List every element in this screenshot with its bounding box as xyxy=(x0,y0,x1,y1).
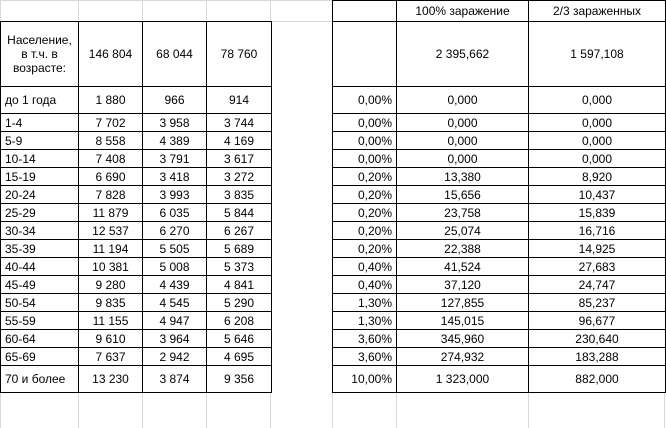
female-cell[interactable]: 6 208 xyxy=(207,312,272,330)
table-row xyxy=(1,222,272,240)
total-cell[interactable]: 12 537 xyxy=(79,222,143,240)
two-thirds-cell[interactable]: 183,288 xyxy=(529,348,666,366)
male-cell[interactable]: 6 270 xyxy=(143,222,207,240)
male-cell[interactable]: 3 993 xyxy=(143,186,207,204)
male-cell[interactable]: 966 xyxy=(143,87,207,114)
table-row xyxy=(333,222,666,240)
population-label-cell[interactable]: Население, в т.ч. в возрасте: xyxy=(1,22,79,87)
table-row xyxy=(1,114,272,132)
table-row xyxy=(333,204,666,222)
male-cell[interactable]: 2 942 xyxy=(143,348,207,366)
full-infection-cell[interactable]: 127,855 xyxy=(397,294,529,312)
rate-cell[interactable]: 0,20% xyxy=(333,222,397,240)
table-row xyxy=(1,168,272,186)
full-infection-cell[interactable]: 23,758 xyxy=(397,204,529,222)
total-cell[interactable]: 11 155 xyxy=(79,312,143,330)
total-cell[interactable]: 13 230 xyxy=(79,366,143,393)
total-cell[interactable]: 11 879 xyxy=(79,204,143,222)
total-two-thirds-cell[interactable]: 1 597,108 xyxy=(529,22,666,87)
female-cell[interactable]: 3 272 xyxy=(207,168,272,186)
table-row xyxy=(333,168,666,186)
full-infection-cell[interactable]: 22,388 xyxy=(397,240,529,258)
female-cell[interactable]: 6 267 xyxy=(207,222,272,240)
age-group-cell[interactable]: 50-54 xyxy=(1,294,79,312)
total-cell[interactable]: 1 880 xyxy=(79,87,143,114)
table-row xyxy=(1,330,272,348)
table-row xyxy=(1,150,272,168)
rate-cell[interactable]: 0,20% xyxy=(333,204,397,222)
two-thirds-cell[interactable]: 85,237 xyxy=(529,294,666,312)
table-row xyxy=(1,132,272,150)
rate-cell[interactable]: 10,00% xyxy=(333,366,397,393)
two-thirds-cell[interactable]: 15,839 xyxy=(529,204,666,222)
table-row xyxy=(333,132,666,150)
rate-cell[interactable]: 0,00% xyxy=(333,87,397,114)
male-cell[interactable]: 3 874 xyxy=(143,366,207,393)
total-cell[interactable]: 9 835 xyxy=(79,294,143,312)
table-row xyxy=(333,312,666,330)
age-group-cell[interactable]: до 1 года xyxy=(1,87,79,114)
male-cell[interactable]: 4 389 xyxy=(143,132,207,150)
age-group-cell[interactable]: 15-19 xyxy=(1,168,79,186)
female-cell[interactable]: 3 744 xyxy=(207,114,272,132)
table-row xyxy=(333,87,666,114)
two-thirds-cell[interactable]: 0,000 xyxy=(529,150,666,168)
table-row xyxy=(333,258,666,276)
male-cell[interactable]: 4 439 xyxy=(143,276,207,294)
male-cell[interactable]: 5 505 xyxy=(143,240,207,258)
female-cell[interactable]: 914 xyxy=(207,87,272,114)
table-row xyxy=(1,204,272,222)
rate-cell[interactable]: 0,20% xyxy=(333,186,397,204)
age-group-cell[interactable]: 20-24 xyxy=(1,186,79,204)
male-cell[interactable]: 3 964 xyxy=(143,330,207,348)
infection-total-row xyxy=(333,22,666,87)
population-table xyxy=(0,21,272,393)
full-infection-cell[interactable]: 0,000 xyxy=(397,87,529,114)
full-infection-cell[interactable]: 37,120 xyxy=(397,276,529,294)
rate-cell[interactable]: 0,40% xyxy=(333,258,397,276)
female-cell[interactable]: 5 290 xyxy=(207,294,272,312)
female-cell[interactable]: 4 841 xyxy=(207,276,272,294)
rate-cell[interactable]: 0,20% xyxy=(333,168,397,186)
infection-table xyxy=(332,0,666,393)
two-thirds-cell[interactable]: 96,677 xyxy=(529,312,666,330)
female-cell[interactable]: 5 689 xyxy=(207,240,272,258)
full-infection-cell[interactable]: 274,932 xyxy=(397,348,529,366)
infection-table-body xyxy=(333,1,666,393)
female-cell[interactable]: 5 373 xyxy=(207,258,272,276)
two-thirds-cell[interactable]: 0,000 xyxy=(529,132,666,150)
table-row xyxy=(333,330,666,348)
table-row xyxy=(1,366,272,393)
population-table-body xyxy=(1,22,272,393)
rate-cell[interactable]: 3,60% xyxy=(333,348,397,366)
full-infection-cell[interactable]: 145,015 xyxy=(397,312,529,330)
rate-cell[interactable]: 0,20% xyxy=(333,240,397,258)
col-header-two-thirds[interactable]: 2/3 зараженных xyxy=(529,1,666,22)
table-row xyxy=(1,276,272,294)
full-infection-cell[interactable]: 0,000 xyxy=(397,114,529,132)
male-cell[interactable]: 5 008 xyxy=(143,258,207,276)
table-row xyxy=(333,186,666,204)
full-infection-cell[interactable]: 25,074 xyxy=(397,222,529,240)
full-infection-cell[interactable]: 15,656 xyxy=(397,186,529,204)
total-cell[interactable]: 10 381 xyxy=(79,258,143,276)
two-thirds-cell[interactable]: 16,716 xyxy=(529,222,666,240)
empty-cell[interactable] xyxy=(333,1,397,22)
female-cell[interactable]: 9 356 xyxy=(207,366,272,393)
female-cell[interactable]: 5 844 xyxy=(207,204,272,222)
male-cell[interactable]: 4 947 xyxy=(143,312,207,330)
age-group-cell[interactable]: 45-49 xyxy=(1,276,79,294)
age-group-cell[interactable]: 55-59 xyxy=(1,312,79,330)
table-row xyxy=(1,312,272,330)
population-female-cell[interactable]: 78 760 xyxy=(207,22,272,87)
age-group-cell[interactable]: 1-4 xyxy=(1,114,79,132)
table-row xyxy=(1,87,272,114)
female-cell[interactable]: 3 835 xyxy=(207,186,272,204)
table-row xyxy=(333,348,666,366)
age-group-cell[interactable]: 40-44 xyxy=(1,258,79,276)
female-cell[interactable]: 4 695 xyxy=(207,348,272,366)
age-group-cell[interactable]: 25-29 xyxy=(1,204,79,222)
total-cell[interactable]: 6 690 xyxy=(79,168,143,186)
full-infection-cell[interactable]: 345,960 xyxy=(397,330,529,348)
two-thirds-cell[interactable]: 0,000 xyxy=(529,114,666,132)
two-thirds-cell[interactable]: 14,925 xyxy=(529,240,666,258)
age-group-cell[interactable]: 30-34 xyxy=(1,222,79,240)
age-group-cell[interactable]: 70 и более xyxy=(1,366,79,393)
rate-cell[interactable]: 0,00% xyxy=(333,114,397,132)
population-male-cell[interactable]: 68 044 xyxy=(143,22,207,87)
two-thirds-cell[interactable]: 8,920 xyxy=(529,168,666,186)
table-row xyxy=(333,150,666,168)
total-cell[interactable]: 9 610 xyxy=(79,330,143,348)
male-cell[interactable]: 3 418 xyxy=(143,168,207,186)
population-header-row xyxy=(1,22,272,87)
age-group-cell[interactable]: 60-64 xyxy=(1,330,79,348)
table-row xyxy=(333,240,666,258)
table-row xyxy=(333,294,666,312)
table-row xyxy=(1,186,272,204)
rate-cell[interactable]: 1,30% xyxy=(333,294,397,312)
male-cell[interactable]: 4 545 xyxy=(143,294,207,312)
male-cell[interactable]: 3 958 xyxy=(143,114,207,132)
rate-cell[interactable]: 0,00% xyxy=(333,132,397,150)
two-thirds-cell[interactable]: 230,640 xyxy=(529,330,666,348)
table-row xyxy=(1,240,272,258)
two-thirds-cell[interactable]: 27,683 xyxy=(529,258,666,276)
full-infection-cell[interactable]: 0,000 xyxy=(397,132,529,150)
age-group-cell[interactable]: 35-39 xyxy=(1,240,79,258)
full-infection-cell[interactable]: 1 323,000 xyxy=(397,366,529,393)
total-cell[interactable]: 8 558 xyxy=(79,132,143,150)
male-cell[interactable]: 3 791 xyxy=(143,150,207,168)
total-cell[interactable]: 7 702 xyxy=(79,114,143,132)
total-cell[interactable]: 7 828 xyxy=(79,186,143,204)
rate-cell[interactable]: 3,60% xyxy=(333,330,397,348)
table-row xyxy=(333,114,666,132)
two-thirds-cell[interactable]: 10,437 xyxy=(529,186,666,204)
table-row xyxy=(1,294,272,312)
rate-cell[interactable]: 0,00% xyxy=(333,150,397,168)
total-full-cell[interactable]: 2 395,662 xyxy=(397,22,529,87)
age-group-cell[interactable]: 10-14 xyxy=(1,150,79,168)
table-row xyxy=(1,258,272,276)
population-total-cell[interactable]: 146 804 xyxy=(79,22,143,87)
two-thirds-cell[interactable]: 24,747 xyxy=(529,276,666,294)
total-cell[interactable]: 9 280 xyxy=(79,276,143,294)
total-cell[interactable]: 7 637 xyxy=(79,348,143,366)
total-cell[interactable]: 7 408 xyxy=(79,150,143,168)
table-row xyxy=(333,366,666,393)
two-thirds-cell[interactable]: 882,000 xyxy=(529,366,666,393)
rate-cell[interactable] xyxy=(333,22,397,87)
rate-cell[interactable]: 1,30% xyxy=(333,312,397,330)
full-infection-cell[interactable]: 13,380 xyxy=(397,168,529,186)
table-row xyxy=(333,276,666,294)
female-cell[interactable]: 4 169 xyxy=(207,132,272,150)
female-cell[interactable]: 3 617 xyxy=(207,150,272,168)
male-cell[interactable]: 6 035 xyxy=(143,204,207,222)
age-group-cell[interactable]: 5-9 xyxy=(1,132,79,150)
age-group-cell[interactable]: 65-69 xyxy=(1,348,79,366)
full-infection-cell[interactable]: 41,524 xyxy=(397,258,529,276)
table-row xyxy=(1,348,272,366)
female-cell[interactable]: 5 646 xyxy=(207,330,272,348)
total-cell[interactable]: 11 194 xyxy=(79,240,143,258)
rate-cell[interactable]: 0,40% xyxy=(333,276,397,294)
infection-title-row xyxy=(333,1,666,22)
full-infection-cell[interactable]: 0,000 xyxy=(397,150,529,168)
two-thirds-cell[interactable]: 0,000 xyxy=(529,87,666,114)
col-header-full-infection[interactable]: 100% заражение xyxy=(397,1,529,22)
